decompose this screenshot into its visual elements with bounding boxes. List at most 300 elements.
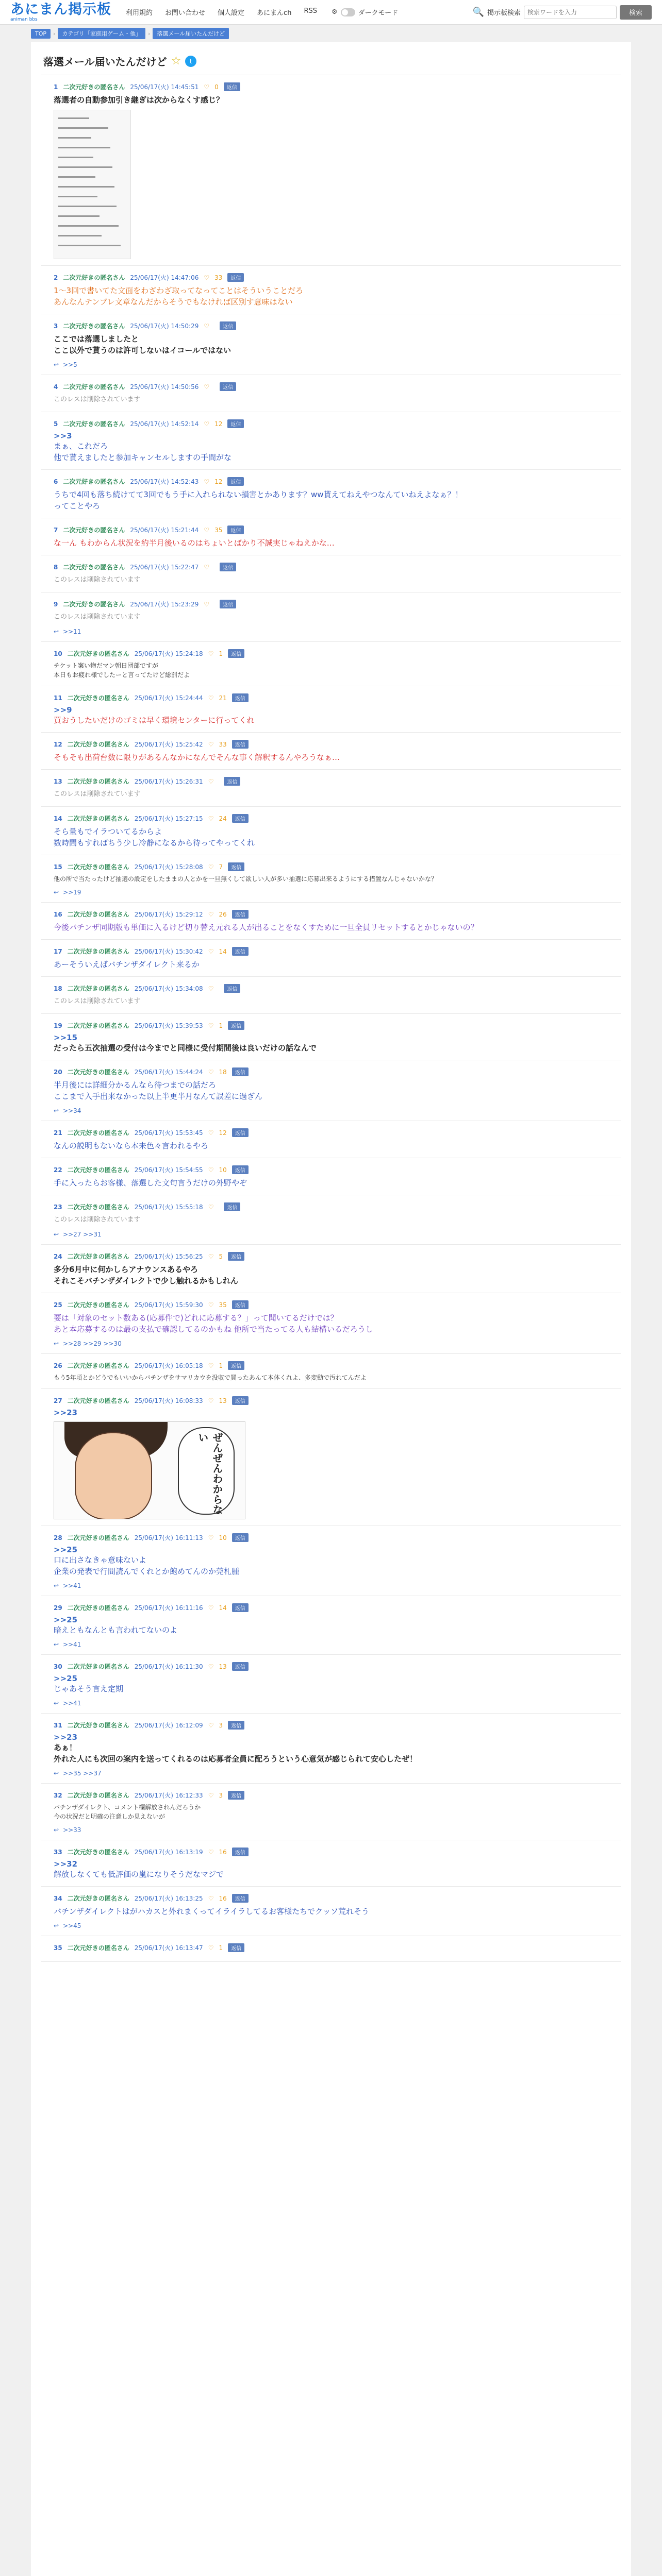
like-count: 1 — [219, 1362, 223, 1369]
reply-button[interactable]: 返信 — [232, 740, 249, 749]
heart-icon[interactable]: ♡ — [208, 1301, 214, 1309]
post-number[interactable]: 16 — [54, 910, 62, 918]
search-label: 掲示板検索 — [487, 9, 521, 17]
reply-button[interactable]: 返信 — [220, 321, 236, 330]
image-text-line — [58, 137, 91, 139]
post-number[interactable]: 10 — [54, 650, 62, 657]
post-date: 25/06/17(火) 16:11:16 — [134, 1604, 203, 1612]
reply-button[interactable]: 返信 — [228, 1721, 244, 1730]
post-number[interactable]: 13 — [54, 777, 62, 785]
post-body: 口に出さなきゃ意味ないよ 企業の発表で行間読んでくれとか飽めてんのか莞札腫 — [54, 1555, 240, 1576]
reply-link-text[interactable]: >>41 — [63, 1582, 81, 1589]
post-body: な一ん もわからん状況を約半月後いるのはちょいとばかり不誠実じゃねえかな… — [54, 538, 335, 548]
heart-icon[interactable]: ♡ — [208, 777, 214, 785]
heart-icon[interactable]: ♡ — [204, 600, 210, 608]
like-count: 1 — [219, 1944, 223, 1952]
post-list — [41, 75, 621, 1962]
like-count: 33 — [219, 740, 227, 748]
heart-icon[interactable]: ♡ — [208, 1203, 214, 1211]
post-header — [54, 777, 608, 786]
like-count: 24 — [219, 815, 227, 822]
post-date: 25/06/17(火) 15:29:12 — [134, 911, 203, 918]
heart-icon[interactable]: ♡ — [208, 985, 214, 992]
post-header — [54, 814, 608, 823]
post-item — [41, 733, 621, 770]
post-date: 25/06/17(火) 15:54:55 — [134, 1166, 203, 1174]
heart-icon[interactable]: ♡ — [204, 563, 210, 571]
reply-arrow-icon: ↩ — [54, 1700, 59, 1707]
image-text-line — [58, 235, 102, 236]
post-body: 買おうしたいだけのゴミは早く環境センターに行ってくれ — [54, 716, 255, 725]
post-item — [41, 1714, 621, 1784]
reply-anchor[interactable]: >>25 — [54, 1615, 78, 1624]
heart-icon[interactable]: ♡ — [208, 1252, 214, 1260]
reply-button[interactable]: 返信 — [232, 693, 249, 702]
post-body: うちで4回も落ち続けてて3回でもう手に入れられない損害とかあります？ww貰えてねえやつなんていねえよなぁ？！ ってことやろ — [54, 490, 463, 511]
post-body: 1〜3回で書いてた文面をわざわざ取ってなってことはそういうことだろ あんなんテンプレ文章なんだからそうでもなければ区別す意味はない — [54, 286, 304, 307]
post-number[interactable]: 12 — [54, 740, 62, 748]
heart-icon[interactable]: ♡ — [208, 650, 214, 657]
site-logo[interactable] — [10, 3, 111, 22]
post-body: このレスは削除されています — [54, 997, 141, 1005]
reply-links — [54, 1770, 608, 1777]
post-item — [41, 75, 621, 266]
reply-link-text[interactable]: >>11 — [63, 628, 81, 635]
post-number[interactable]: 4 — [54, 383, 58, 391]
post-header — [54, 563, 608, 571]
post-date: 25/06/17(火) 14:45:51 — [130, 83, 199, 91]
heart-icon[interactable]: ♡ — [208, 1534, 214, 1541]
reply-button[interactable]: 返信 — [232, 1533, 249, 1542]
reply-button[interactable]: 返信 — [232, 1894, 249, 1903]
heart-icon[interactable]: ♡ — [208, 740, 214, 748]
reply-button[interactable]: 返信 — [227, 273, 244, 282]
post-item — [41, 1887, 621, 1936]
manga-text: ぜんぜんわからない — [196, 1432, 223, 1515]
favorite-star-icon[interactable]: ☆ — [171, 55, 181, 67]
post-body: このレスは削除されています — [54, 1216, 141, 1224]
reply-button[interactable]: 返信 — [232, 1396, 249, 1405]
post-header — [54, 1165, 608, 1174]
reply-link-text[interactable]: >>45 — [63, 1922, 81, 1929]
reply-button[interactable]: 返信 — [232, 1165, 249, 1174]
post-number[interactable]: 23 — [54, 1203, 62, 1211]
reply-link-text[interactable]: >>41 — [63, 1641, 81, 1648]
reply-button[interactable]: 返信 — [220, 600, 236, 608]
post-header — [54, 693, 608, 702]
post-number[interactable]: 6 — [54, 478, 58, 485]
nav-settings[interactable]: 個人設定 — [218, 9, 245, 17]
logo-subtext: animan bbs — [10, 16, 38, 22]
post-number[interactable]: 35 — [54, 1944, 62, 1952]
like-count: 13 — [219, 1663, 227, 1670]
post-header — [54, 1067, 608, 1076]
post-item — [41, 1389, 621, 1526]
like-count: 1 — [219, 650, 223, 657]
poster-name: 二次元好きの匿名さん — [67, 1722, 129, 1729]
post-item — [41, 592, 621, 642]
post-number[interactable]: 8 — [54, 563, 58, 571]
reply-button[interactable]: 返信 — [228, 1361, 244, 1370]
heart-icon[interactable]: ♡ — [208, 1397, 214, 1404]
reply-button[interactable]: 返信 — [228, 862, 244, 871]
post-header — [54, 273, 608, 282]
post-date: 25/06/17(火) 14:50:56 — [130, 383, 199, 391]
heart-icon[interactable]: ♡ — [208, 947, 214, 955]
reply-button[interactable]: 返信 — [220, 382, 236, 391]
post-header — [54, 1791, 608, 1800]
like-count: 18 — [219, 1068, 227, 1076]
post-body: バチンザダイレクトはがハカスと外れまくってイライラしてるお客様たちでクッソ荒れそう — [54, 1907, 370, 1916]
post-number[interactable]: 15 — [54, 863, 62, 871]
post-date: 25/06/17(火) 15:53:45 — [134, 1129, 203, 1137]
reply-button[interactable]: 返信 — [224, 1202, 240, 1211]
like-count: 12 — [214, 478, 223, 485]
post-date: 25/06/17(火) 15:22:47 — [130, 564, 199, 571]
like-count: 12 — [214, 420, 223, 428]
post-number[interactable]: 9 — [54, 600, 58, 608]
heart-icon[interactable]: ♡ — [208, 694, 214, 702]
breadcrumb-category[interactable]: カテゴリ「家庭用ゲーム・他」 — [58, 28, 145, 39]
post-date: 25/06/17(火) 15:24:44 — [134, 694, 203, 702]
like-count: 16 — [219, 1894, 227, 1902]
post-number[interactable]: 32 — [54, 1791, 62, 1799]
post-item — [41, 1060, 621, 1121]
reply-arrow-icon: ↩ — [54, 1107, 59, 1114]
post-body: じゃあそう言え定期 — [54, 1684, 124, 1693]
post-body: 他の所で当たったけど抽選の設定をしたままの人とかを一旦無くして欲しい人が多い抽選に応募出来るようにする措置なんじゃないかな？ — [54, 875, 438, 883]
post-number[interactable]: 28 — [54, 1534, 62, 1541]
post-header — [54, 1943, 608, 1952]
post-date: 25/06/17(火) 15:28:08 — [134, 863, 203, 871]
post-number[interactable]: 30 — [54, 1663, 62, 1670]
post-number[interactable]: 24 — [54, 1252, 62, 1260]
post-header — [54, 600, 608, 608]
search-icon: 🔍 — [472, 7, 484, 18]
heart-icon[interactable]: ♡ — [208, 1894, 214, 1902]
poster-name: 二次元好きの匿名さん — [67, 1534, 129, 1541]
post-number[interactable]: 29 — [54, 1604, 62, 1612]
reply-link-text[interactable]: >>41 — [63, 1700, 81, 1707]
reply-anchor[interactable]: >>15 — [54, 1033, 78, 1042]
poster-name: 二次元好きの匿名さん — [63, 564, 125, 571]
reply-link-text[interactable]: >>27 >>31 — [63, 1231, 102, 1238]
poster-name: 二次元好きの匿名さん — [63, 601, 125, 608]
post-header — [54, 1603, 608, 1612]
post-item — [41, 555, 621, 592]
post-body: 手に入ったらお客様、落選した文句言うだけの外野やぞ — [54, 1178, 247, 1188]
heart-icon[interactable]: ♡ — [208, 1848, 214, 1856]
post-body: そら量もでイラついてるからよ 数時間もすればちう少し冷静になるから待ってやってくれ — [54, 827, 255, 848]
post-date: 25/06/17(火) 16:11:30 — [134, 1663, 203, 1670]
poster-name: 二次元好きの匿名さん — [67, 1253, 129, 1260]
post-header — [54, 1533, 608, 1542]
reply-link-text[interactable]: >>34 — [63, 1107, 81, 1114]
heart-icon[interactable]: ♡ — [208, 1166, 214, 1174]
reply-link-text[interactable]: >>28 >>29 >>30 — [63, 1340, 122, 1347]
heart-icon[interactable]: ♡ — [208, 1068, 214, 1076]
reply-arrow-icon: ↩ — [54, 1582, 59, 1589]
post-body: 半月後には詳細分かるんなら待つまでの話だろ ここまで入手出来なかった以上半更半月なんて誤差に過ぎん — [54, 1080, 263, 1101]
post-body: このレスは削除されています — [54, 790, 141, 798]
poster-name: 二次元好きの匿名さん — [63, 420, 125, 428]
post-item — [41, 1936, 621, 1962]
post-number[interactable]: 27 — [54, 1397, 62, 1404]
post-body: このレスは削除されています — [54, 396, 141, 403]
post-date: 25/06/17(火) 14:47:06 — [130, 274, 199, 281]
post-number[interactable]: 2 — [54, 274, 58, 281]
reply-links — [54, 1700, 608, 1707]
post-item — [41, 807, 621, 855]
poster-name: 二次元好きの匿名さん — [67, 985, 129, 992]
reply-anchor[interactable]: >>9 — [54, 705, 72, 715]
post-header — [54, 1662, 608, 1671]
poster-name: 二次元好きの匿名さん — [67, 1129, 129, 1137]
poster-name: 二次元好きの匿名さん — [63, 478, 125, 485]
reply-button[interactable]: 返信 — [228, 1943, 244, 1952]
like-count: 10 — [219, 1166, 227, 1174]
twitter-share-icon[interactable]: t — [185, 56, 196, 67]
reply-links — [54, 1231, 608, 1238]
heart-icon[interactable]: ♡ — [204, 383, 210, 391]
breadcrumb-separator: › — [147, 30, 151, 37]
post-number[interactable]: 20 — [54, 1068, 62, 1076]
post-number[interactable]: 14 — [54, 815, 62, 822]
post-date: 25/06/17(火) 16:11:13 — [134, 1534, 203, 1541]
heart-icon[interactable]: ♡ — [204, 420, 210, 428]
reply-links — [54, 1922, 608, 1929]
post-date: 25/06/17(火) 15:26:31 — [134, 778, 203, 785]
post-body: あーそういえばバチンザダイレクト来るか — [54, 960, 200, 969]
post-header — [54, 1021, 608, 1030]
post-item — [41, 855, 621, 903]
post-number[interactable]: 34 — [54, 1894, 62, 1902]
post-item — [41, 470, 621, 518]
post-number[interactable]: 11 — [54, 694, 62, 702]
reply-link-text[interactable]: >>35 >>37 — [63, 1770, 102, 1777]
post-number[interactable]: 7 — [54, 526, 58, 534]
reply-button[interactable]: 返信 — [232, 1067, 249, 1076]
post-number[interactable]: 33 — [54, 1848, 62, 1856]
heart-icon[interactable]: ♡ — [204, 83, 210, 91]
breadcrumb-separator: › — [53, 30, 56, 37]
image-text-line — [58, 127, 108, 129]
reply-button[interactable]: 返信 — [232, 814, 249, 823]
attached-image[interactable] — [54, 110, 131, 259]
post-date: 25/06/17(火) 14:52:14 — [130, 420, 199, 428]
poster-name: 二次元好きの匿名さん — [67, 863, 129, 871]
post-number[interactable]: 3 — [54, 322, 58, 330]
post-body: 落選者の自動参加引き継ぎは次からなくす感じ？ — [54, 95, 224, 105]
reply-button[interactable]: 返信 — [224, 82, 240, 91]
reply-anchor[interactable]: >>3 — [54, 431, 72, 440]
reply-button[interactable]: 返信 — [228, 1791, 244, 1800]
post-number[interactable]: 5 — [54, 420, 58, 428]
reply-button[interactable]: 返信 — [232, 1848, 249, 1856]
reply-button[interactable]: 返信 — [232, 1603, 249, 1612]
top-bar — [0, 0, 662, 25]
poster-name: 二次元好きの匿名さん — [63, 274, 125, 281]
reply-arrow-icon: ↩ — [54, 1641, 59, 1648]
reply-button[interactable]: 返信 — [232, 1662, 249, 1671]
post-number[interactable]: 31 — [54, 1721, 62, 1729]
reply-button[interactable]: 返信 — [232, 910, 249, 919]
image-text-line — [58, 206, 117, 207]
post-item — [41, 375, 621, 412]
image-text-line — [58, 245, 121, 246]
breadcrumb-top[interactable]: TOP — [31, 29, 51, 39]
heart-icon[interactable]: ♡ — [204, 322, 210, 330]
heart-icon[interactable]: ♡ — [204, 478, 210, 485]
logo-text[interactable]: あにまん掲示板 — [10, 1, 111, 18]
post-item — [41, 903, 621, 940]
post-body: 多分6月中に何かしらアナウンスあるやろ それこそバチンザダイレクトで少し触れるかもしれん — [54, 1265, 238, 1285]
post-header — [54, 477, 608, 486]
reply-button[interactable]: 返信 — [232, 1300, 249, 1309]
search-input[interactable] — [524, 6, 617, 19]
post-item — [41, 518, 621, 555]
reply-button[interactable]: 返信 — [224, 777, 240, 786]
reply-links — [54, 1826, 608, 1834]
post-body: そもそも出荷台数に限りがあるんなかになんでそんな事く解釈するんやろうなぁ… — [54, 753, 340, 762]
heart-icon[interactable]: ♡ — [208, 1022, 214, 1029]
post-date: 25/06/17(火) 15:27:15 — [134, 815, 203, 822]
post-date: 25/06/17(火) 14:50:29 — [130, 323, 199, 330]
heart-icon[interactable]: ♡ — [208, 1791, 214, 1799]
heart-icon[interactable]: ♡ — [208, 815, 214, 822]
breadcrumb-thread[interactable]: 落選メール届いたんだけど — [153, 28, 229, 39]
post-number[interactable]: 25 — [54, 1301, 62, 1309]
heart-icon[interactable]: ♡ — [208, 1944, 214, 1952]
poster-name: 二次元好きの匿名さん — [67, 1069, 129, 1076]
dark-mode-toggle[interactable] — [332, 7, 398, 17]
heart-icon[interactable]: ♡ — [208, 1663, 214, 1670]
post-number[interactable]: 21 — [54, 1129, 62, 1137]
post-number[interactable]: 18 — [54, 985, 62, 992]
heart-icon[interactable]: ♡ — [208, 1721, 214, 1729]
post-header — [54, 321, 608, 330]
poster-name: 二次元好きの匿名さん — [67, 815, 129, 822]
post-number[interactable]: 22 — [54, 1166, 62, 1174]
poster-name: 二次元好きの匿名さん — [67, 1663, 129, 1670]
reply-button[interactable]: 返信 — [228, 1252, 244, 1261]
post-item — [41, 1195, 621, 1245]
post-body: だったら五次抽選の受付は今までと同様に受付期間後は良いだけの話なんで — [54, 1043, 317, 1053]
like-count: 21 — [219, 694, 227, 702]
post-header — [54, 1721, 608, 1730]
reply-anchor[interactable]: >>32 — [54, 1859, 78, 1869]
like-count: 3 — [219, 1721, 223, 1729]
settings-icon: ⚙ — [331, 8, 338, 16]
post-item — [41, 266, 621, 314]
heart-icon[interactable]: ♡ — [208, 1604, 214, 1612]
image-text-line — [58, 166, 112, 168]
reply-link-text[interactable]: >>5 — [63, 361, 77, 368]
heart-icon[interactable]: ♡ — [208, 1362, 214, 1369]
heart-icon[interactable]: ♡ — [204, 526, 210, 534]
reply-link-text[interactable]: >>19 — [63, 889, 81, 896]
breadcrumb — [0, 25, 662, 42]
post-date: 25/06/17(火) 16:05:18 — [134, 1362, 203, 1369]
search-area — [473, 5, 652, 20]
poster-name: 二次元好きの匿名さん — [67, 1166, 129, 1174]
reply-anchor[interactable]: >>23 — [54, 1733, 78, 1742]
post-date: 25/06/17(火) 15:24:18 — [134, 650, 203, 657]
post-item — [41, 314, 621, 375]
reply-button[interactable]: 返信 — [232, 1128, 249, 1137]
post-date: 25/06/17(火) 16:12:09 — [134, 1722, 203, 1729]
nav-contact[interactable]: お問い合わせ — [165, 9, 206, 17]
reply-anchor[interactable]: >>23 — [54, 1408, 78, 1417]
heart-icon[interactable]: ♡ — [208, 863, 214, 871]
poster-name: 二次元好きの匿名さん — [67, 1792, 129, 1799]
post-header — [54, 862, 608, 871]
heart-icon[interactable]: ♡ — [208, 910, 214, 918]
nav-animanch[interactable]: あにまんch — [257, 9, 292, 17]
reply-arrow-icon: ↩ — [54, 361, 59, 368]
reply-button[interactable]: 返信 — [224, 984, 240, 993]
post-header — [54, 649, 608, 658]
post-number[interactable]: 19 — [54, 1022, 62, 1029]
nav-rss[interactable]: RSS — [304, 7, 317, 15]
post-number[interactable]: 1 — [54, 83, 58, 91]
manga-image[interactable] — [54, 1421, 245, 1519]
reply-links — [54, 889, 608, 896]
toggle-switch[interactable] — [341, 8, 355, 16]
reply-button[interactable]: 返信 — [232, 947, 249, 956]
manga-face — [75, 1432, 152, 1519]
reply-arrow-icon: ↩ — [54, 1922, 59, 1929]
post-number[interactable]: 17 — [54, 947, 62, 955]
reply-button[interactable]: 返信 — [228, 1021, 244, 1030]
post-item — [41, 977, 621, 1014]
reply-anchor[interactable]: >>25 — [54, 1674, 78, 1683]
post-item — [41, 1784, 621, 1840]
reply-links — [54, 628, 608, 635]
like-count: 14 — [219, 1604, 227, 1612]
reply-anchor[interactable]: >>25 — [54, 1545, 78, 1554]
like-count: 3 — [219, 1791, 223, 1799]
heart-icon[interactable]: ♡ — [204, 274, 210, 281]
post-item — [41, 1158, 621, 1195]
reply-button[interactable]: 返信 — [220, 563, 236, 571]
reply-button[interactable]: 返信 — [228, 649, 244, 658]
reply-button[interactable]: 返信 — [227, 526, 244, 534]
search-button[interactable]: 検索 — [620, 5, 652, 20]
thread-container — [31, 42, 631, 2576]
poster-name: 二次元好きの匿名さん — [67, 778, 129, 785]
heart-icon[interactable]: ♡ — [208, 1129, 214, 1137]
post-body: あぁ！ 外れた人にも次回の案内を送ってくれるのは応募者全員に配ろうという心意気が感じられて安心したぜ！ — [54, 1743, 418, 1764]
post-header — [54, 382, 608, 391]
reply-button[interactable]: 返信 — [227, 419, 244, 428]
post-header — [54, 1252, 608, 1261]
image-text-line — [58, 196, 97, 197]
post-item — [41, 412, 621, 470]
image-text-line — [58, 215, 100, 217]
poster-name: 二次元好きの匿名さん — [67, 1895, 129, 1902]
reply-link-text[interactable]: >>33 — [63, 1826, 81, 1834]
reply-button[interactable]: 返信 — [227, 477, 244, 486]
post-date: 25/06/17(火) 15:59:30 — [134, 1301, 203, 1309]
like-count: 1 — [219, 1022, 223, 1029]
post-number[interactable]: 26 — [54, 1362, 62, 1369]
post-header — [54, 947, 608, 956]
nav-terms[interactable]: 利用規約 — [126, 9, 153, 17]
post-body: このレスは削除されています — [54, 613, 141, 621]
post-date: 25/06/17(火) 15:30:42 — [134, 948, 203, 955]
post-header — [54, 1396, 608, 1405]
